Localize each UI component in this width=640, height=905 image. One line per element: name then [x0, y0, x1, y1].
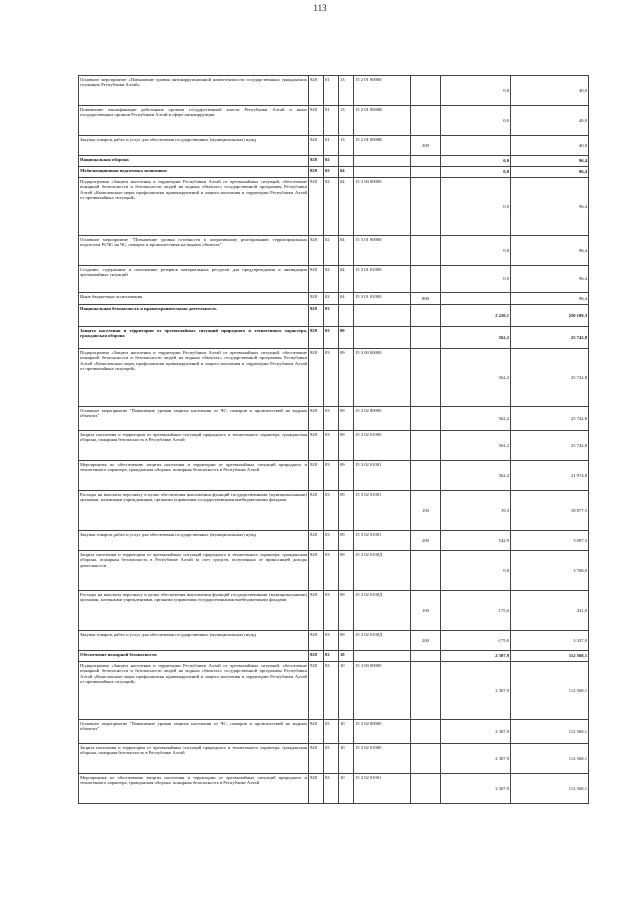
table-row [79, 156, 589, 167]
cell-pr: 10 [339, 774, 354, 804]
table-row [79, 327, 589, 349]
cell-name: Подпрограмма «Защита населения и территории Республики Алтай от чрезвычайных ситуаций, обеспечение пожарной безопасности и безопасности людей на водных объектах» государственной программы Республики Алтай «Комплексные меры профилактики правонарушений и защита населения и территории Республики Алтай от чрезвычайных ситуаций» [79, 178, 309, 236]
cell-name: Закупка товаров, работ и услуг для обеспечения государственных (муниципальных) нужд [79, 631, 309, 651]
table-row [79, 76, 589, 106]
cell-ved: 928 [309, 236, 324, 266]
cell-sum-total: 112 568,1 [511, 720, 589, 744]
cell-sum-total: 112 568,1 [511, 662, 589, 720]
cell-pr: 04 [339, 178, 354, 236]
cell-sum-change: 19,3 [441, 491, 511, 531]
cell-pr: 10 [339, 651, 354, 662]
cell-csr: 15 3 01 00000 [354, 236, 411, 266]
cell-sum-total: 40,0 [511, 136, 589, 156]
cell-vr [411, 178, 441, 236]
cell-vr [411, 76, 441, 106]
table-body [79, 76, 589, 804]
cell-sum-change: 562,2 [441, 461, 511, 491]
cell-sum-total: 96,4 [511, 266, 589, 293]
cell-rz: 03 [324, 305, 339, 327]
cell-ved: 928 [309, 631, 324, 651]
cell-sum-total: 96,4 [511, 156, 589, 167]
cell-rz: 03 [324, 327, 339, 349]
cell-sum-change: 0,0 [441, 178, 511, 236]
cell-rz: 02 [324, 236, 339, 266]
table-row [79, 662, 589, 720]
cell-pr: 09 [339, 591, 354, 631]
cell-vr: 200 [411, 631, 441, 651]
cell-csr: 15 3 02 0100Д [354, 551, 411, 591]
cell-vr [411, 349, 441, 407]
cell-vr: 100 [411, 491, 441, 531]
cell-sum-total: 25 742,8 [511, 327, 589, 349]
cell-sum-change: 562,2 [441, 349, 511, 407]
cell-vr: 100 [411, 591, 441, 631]
cell-csr: 15 3 00 00000 [354, 349, 411, 407]
cell-csr: 15 3 00 00000 [354, 178, 411, 236]
cell-csr: 15 3 02 00000 [354, 720, 411, 744]
cell-csr: 15 3 02 01001 [354, 774, 411, 804]
cell-ved: 928 [309, 305, 324, 327]
cell-pr [339, 305, 354, 327]
cell-rz: 03 [324, 591, 339, 631]
cell-pr: 09 [339, 431, 354, 461]
table-row [79, 461, 589, 491]
cell-vr: 200 [411, 531, 441, 551]
table-row [79, 531, 589, 551]
cell-sum-change: 562,2 [441, 431, 511, 461]
cell-rz: 03 [324, 431, 339, 461]
cell-rz: 03 [324, 531, 339, 551]
cell-ved: 928 [309, 266, 324, 293]
table-row [79, 106, 589, 136]
cell-name: Закупка товаров, работ и услуг для обеспечения государственных (муниципальных) нужд [79, 531, 309, 551]
cell-name: Повышение квалификации работников органов государственной власти Республики Алтай и иных государственных органов Республики Алтай в сфере антикоррупции [79, 106, 309, 136]
cell-rz: 03 [324, 631, 339, 651]
cell-vr: 200 [411, 136, 441, 156]
cell-sum-change: 2 307,9 [441, 744, 511, 774]
cell-rz: 02 [324, 266, 339, 293]
table-row [79, 136, 589, 156]
cell-sum-change: 2 307,9 [441, 774, 511, 804]
cell-vr [411, 744, 441, 774]
cell-ved: 928 [309, 551, 324, 591]
cell-csr: 15 3 02 01000 [354, 744, 411, 774]
budget-table [78, 75, 589, 804]
cell-name: Национальная оборона [79, 156, 309, 167]
cell-name: Мероприятия по обеспечению защиты населения и территории от чрезвычайных ситуаций природного и техногенного характера, гражданская оборона, пожарная безопасность в Республике Алтай [79, 461, 309, 491]
cell-csr: 15 3 00 00000 [354, 662, 411, 720]
cell-rz: 03 [324, 774, 339, 804]
cell-sum-total: 25 742,8 [511, 349, 589, 407]
cell-name: Основное мероприятие "Повышение уровня защиты населения от ЧС, пожаров и происшествий на водных объектах" [79, 407, 309, 431]
cell-ved: 928 [309, 431, 324, 461]
cell-sum-total: 40,0 [511, 106, 589, 136]
cell-name: Расходы на выплаты персоналу в целях обеспечения выполнения функций государственными (муниципальными) органами, казенными учреждениями, органами управления государственными внебюджетными фондами [79, 591, 309, 631]
cell-sum-total: 40,0 [511, 76, 589, 106]
table-row [79, 720, 589, 744]
cell-sum-change: 562,2 [441, 327, 511, 349]
cell-pr: 04 [339, 266, 354, 293]
cell-sum-change: 0,0 [441, 167, 511, 178]
cell-sum-change: 0,0 [441, 551, 511, 591]
cell-rz: 03 [324, 551, 339, 591]
cell-name: Мобилизационная подготовка экономики [79, 167, 309, 178]
cell-sum-total: 25 742,8 [511, 431, 589, 461]
cell-ved: 928 [309, 156, 324, 167]
cell-sum-total: 96,4 [511, 293, 589, 305]
table-row [79, 293, 589, 305]
cell-name: Подпрограмма «Защита населения и территории Республики Алтай от чрезвычайных ситуаций, обеспечение пожарной безопасности и безопасности людей на водных объектах» государственной программы Республики Алтай «Комплексные меры профилактики правонарушений и защита населения и территории Республики Алтай от чрезвычайных ситуаций» [79, 662, 309, 720]
cell-ved: 928 [309, 349, 324, 407]
cell-csr: 15 3 02 00000 [354, 407, 411, 431]
table-row [79, 236, 589, 266]
cell-sum-change [441, 136, 511, 156]
cell-sum-change: 0,0 [441, 76, 511, 106]
cell-vr [411, 167, 441, 178]
cell-ved: 928 [309, 531, 324, 551]
cell-pr: 09 [339, 491, 354, 531]
cell-ved: 928 [309, 744, 324, 774]
cell-pr [339, 156, 354, 167]
cell-sum-change: 562,2 [441, 407, 511, 431]
table-row [79, 349, 589, 407]
cell-sum-change: -175,0 [441, 631, 511, 651]
cell-rz: 01 [324, 76, 339, 106]
cell-csr: 15 3 02 0100Д [354, 591, 411, 631]
cell-name: Закупка товаров, работ и услуг для обеспечения государственных (муниципальных) нужд [79, 136, 309, 156]
cell-sum-total: 112 568,1 [511, 744, 589, 774]
cell-csr: 15 3 02 01000 [354, 431, 411, 461]
cell-vr [411, 236, 441, 266]
cell-ved: 928 [309, 720, 324, 744]
cell-ved: 928 [309, 491, 324, 531]
cell-name: Мероприятия по обеспечению защиты населения и территории от чрезвычайных ситуаций природного и техногенного характера, гражданская оборона, пожарная безопасность в Республике Алтай [79, 774, 309, 804]
table-row [79, 407, 589, 431]
cell-csr: 15 2 01 0000К [354, 106, 411, 136]
cell-rz: 01 [324, 106, 339, 136]
cell-name: Защита населения и территории от чрезвычайных ситуаций природного и техногенного характера, гражданская оборона, пожарная безопасность в Республике Алтай [79, 744, 309, 774]
cell-sum-change: 2 220,1 [441, 305, 511, 327]
cell-pr: 04 [339, 167, 354, 178]
cell-ved: 928 [309, 327, 324, 349]
cell-ved: 928 [309, 178, 324, 236]
table-row [79, 167, 589, 178]
table-row [79, 631, 589, 651]
cell-pr: 10 [339, 744, 354, 774]
cell-pr: 09 [339, 349, 354, 407]
cell-vr [411, 407, 441, 431]
cell-csr: 15 3 02 01001 [354, 491, 411, 531]
cell-rz: 03 [324, 744, 339, 774]
table-row [79, 744, 589, 774]
cell-pr: 10 [339, 662, 354, 720]
cell-vr: 800 [411, 293, 441, 305]
cell-sum-change: 2 307,9 [441, 662, 511, 720]
cell-sum-total: 96,4 [511, 167, 589, 178]
cell-pr: 09 [339, 531, 354, 551]
cell-pr: 09 [339, 631, 354, 651]
cell-sum-change: 0,0 [441, 266, 511, 293]
cell-csr: 15 2 01 0000К [354, 136, 411, 156]
table-row [79, 305, 589, 327]
cell-pr: 04 [339, 293, 354, 305]
cell-ved: 928 [309, 167, 324, 178]
cell-csr: 15 2 01 00000 [354, 76, 411, 106]
cell-csr [354, 305, 411, 327]
cell-sum-total: 3 097,3 [511, 531, 589, 551]
cell-vr [411, 266, 441, 293]
cell-pr: 10 [339, 720, 354, 744]
cell-sum-total: 96,4 [511, 236, 589, 266]
cell-rz: 03 [324, 461, 339, 491]
cell-vr [411, 327, 441, 349]
table-row [79, 266, 589, 293]
cell-pr: 04 [339, 236, 354, 266]
table-row [79, 178, 589, 236]
cell-sum-total: 3 337,0 [511, 631, 589, 651]
cell-csr [354, 651, 411, 662]
cell-vr [411, 720, 441, 744]
cell-vr [411, 651, 441, 662]
cell-csr: 15 3 01 01000 [354, 293, 411, 305]
page-number: 113 [313, 3, 327, 13]
cell-pr: 13 [339, 106, 354, 136]
cell-sum-change: 2 307,9 [441, 720, 511, 744]
cell-ved: 928 [309, 651, 324, 662]
cell-sum-total: 18 877,5 [511, 491, 589, 531]
cell-csr [354, 327, 411, 349]
cell-name: Иные бюджетные ассигнования [79, 293, 309, 305]
cell-ved: 928 [309, 774, 324, 804]
cell-sum-change: 175,0 [441, 591, 511, 631]
cell-ved: 928 [309, 136, 324, 156]
cell-vr [411, 156, 441, 167]
cell-sum-total: 25 742,8 [511, 407, 589, 431]
cell-sum-total: 112 568,1 [511, 651, 589, 662]
cell-sum-total: 3 768,0 [511, 551, 589, 591]
cell-sum-change: 0,0 [441, 156, 511, 167]
cell-ved: 928 [309, 662, 324, 720]
cell-sum-change: 0,0 [441, 106, 511, 136]
cell-rz: 02 [324, 293, 339, 305]
table-row [79, 774, 589, 804]
cell-csr: 15 3 02 01001 [354, 531, 411, 551]
cell-pr: 09 [339, 551, 354, 591]
cell-csr [354, 156, 411, 167]
cell-pr: 09 [339, 461, 354, 491]
cell-rz: 03 [324, 407, 339, 431]
cell-vr [411, 774, 441, 804]
cell-sum-total: 96,4 [511, 178, 589, 236]
cell-csr: 15 3 02 01001 [354, 461, 411, 491]
cell-name: Основное мероприятие "Повышение уровня готовности к оперативному реагированию территориальных подсистем РСЧС на ЧС, пожарах и происшествиях на водных объектах" [79, 236, 309, 266]
cell-rz: 03 [324, 720, 339, 744]
cell-ved: 928 [309, 76, 324, 106]
cell-csr: 15 3 02 0100Д [354, 631, 411, 651]
cell-rz: 02 [324, 156, 339, 167]
cell-sum-total: 250 189,3 [511, 305, 589, 327]
cell-name: Основное мероприятие "Повышение уровня защиты населения от ЧС, пожаров и происшествий на водных объектах" [79, 720, 309, 744]
cell-rz: 01 [324, 136, 339, 156]
cell-ved: 928 [309, 591, 324, 631]
cell-name: Основное мероприятие «Повышение уровня антикоррупционной компетентности государственных гражданских служащих Республики Алтай» [79, 76, 309, 106]
cell-pr: 13 [339, 136, 354, 156]
cell-name: Создание, содержание и пополнение резервов материальных ресурсов для предупреждения и ликвидации чрезвычайных ситуаций [79, 266, 309, 293]
cell-rz: 03 [324, 349, 339, 407]
cell-sum-change: 2 307,9 [441, 651, 511, 662]
cell-rz: 03 [324, 662, 339, 720]
cell-name: Обеспечение пожарной безопасности [79, 651, 309, 662]
cell-pr: 13 [339, 76, 354, 106]
cell-vr [411, 662, 441, 720]
cell-csr [354, 167, 411, 178]
cell-ved: 928 [309, 461, 324, 491]
table-row [79, 431, 589, 461]
cell-ved: 928 [309, 407, 324, 431]
cell-rz: 02 [324, 178, 339, 236]
cell-name: Подпрограмма «Защита населения и территории Республики Алтай от чрезвычайных ситуаций, обеспечение пожарной безопасности и безопасности людей на водных объектах» государственной программы Республики Алтай «Комплексные меры профилактики правонарушений и защита населения и территории Республики Алтай от чрезвычайных ситуаций» [79, 349, 309, 407]
cell-sum-change: 0,0 [441, 236, 511, 266]
cell-name: Защита населения и территории от чрезвычайных ситуаций природного и техногенного характера, гражданская оборона, пожарная безопасность в Республике Алтай за счет средств, полученных от приносящей доходы деятельности [79, 551, 309, 591]
cell-rz: 03 [324, 491, 339, 531]
cell-sum-total: 431,0 [511, 591, 589, 631]
cell-csr: 15 3 01 01000 [354, 266, 411, 293]
cell-name: Защита населения и территории от чрезвычайных ситуаций природного и техногенного характера, гражданская оборона [79, 327, 309, 349]
cell-sum-change: 542,9 [441, 531, 511, 551]
cell-name: Защита населения и территории от чрезвычайных ситуаций природного и техногенного характера, гражданская оборона, пожарная безопасность в Республике Алтай [79, 431, 309, 461]
cell-pr: 09 [339, 407, 354, 431]
cell-name: Национальная безопасность и правоохранительная деятельность [79, 305, 309, 327]
cell-vr [411, 551, 441, 591]
cell-rz: 03 [324, 651, 339, 662]
cell-vr [411, 431, 441, 461]
cell-sum-total: 21 974,8 [511, 461, 589, 491]
cell-pr: 09 [339, 327, 354, 349]
cell-ved: 928 [309, 293, 324, 305]
table-row [79, 551, 589, 591]
cell-vr [411, 106, 441, 136]
table-row [79, 491, 589, 531]
cell-vr [411, 461, 441, 491]
table-row [79, 591, 589, 631]
cell-name: Расходы на выплаты персоналу в целях обеспечения выполнения функций государственными (муниципальными) органами, казенными учреждениями, органами управления государственными внебюджетными фондами [79, 491, 309, 531]
cell-sum-total: 112 568,1 [511, 774, 589, 804]
table-row [79, 651, 589, 662]
cell-ved: 928 [309, 106, 324, 136]
cell-sum-change [441, 293, 511, 305]
cell-rz: 02 [324, 167, 339, 178]
cell-vr [411, 305, 441, 327]
